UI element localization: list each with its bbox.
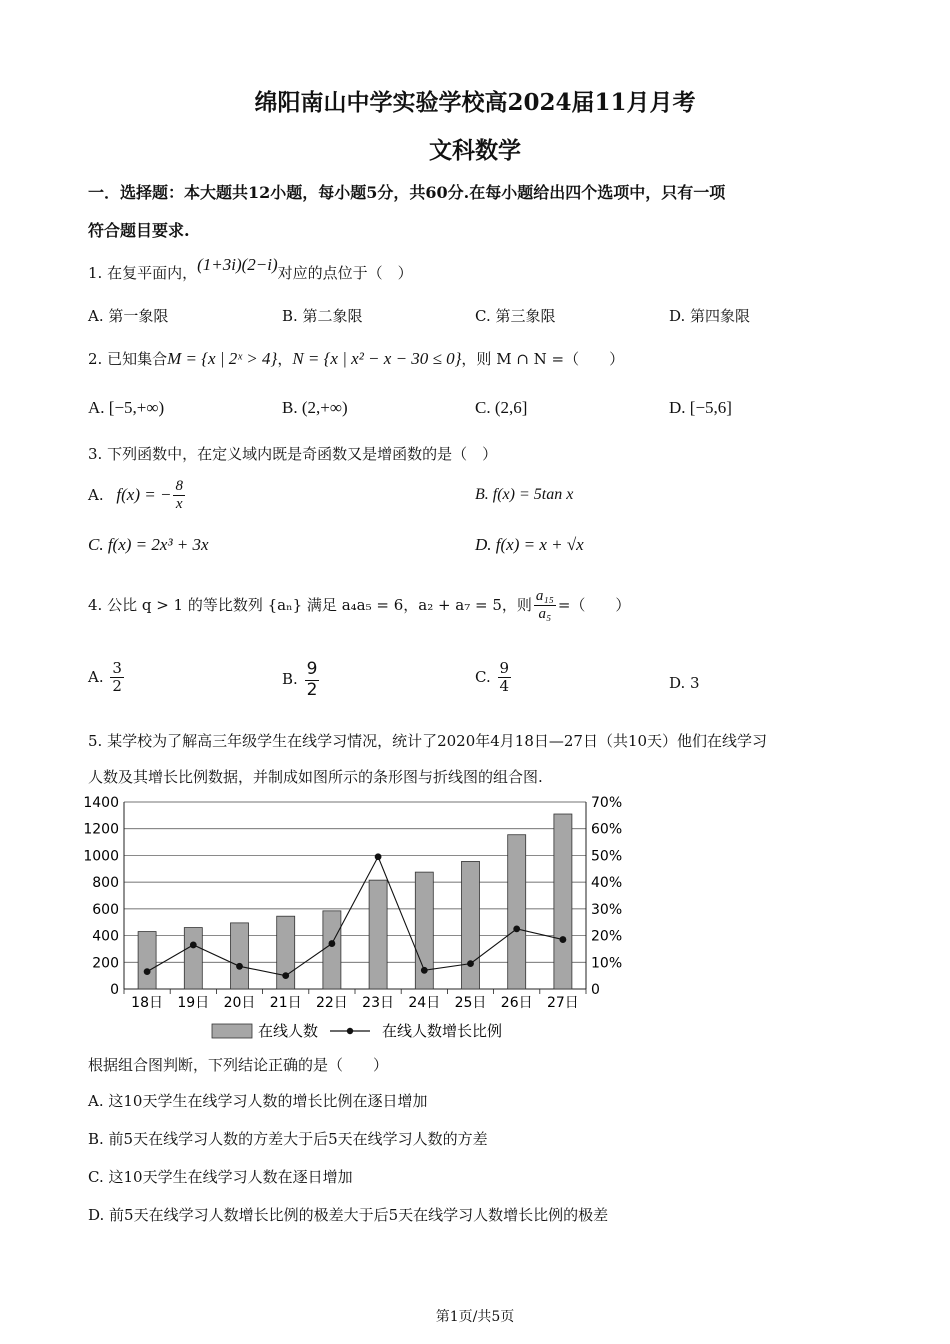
- question-5-cont: 人数及其增长比例数据，并制成如图所示的条形图与折线图的组合图.: [88, 768, 543, 786]
- q4-denominator: a₅: [538, 606, 552, 623]
- growth-point: [513, 925, 520, 932]
- q1-option-d: D. 第四象限: [669, 307, 751, 325]
- q5-option-c: C. 这10天学生在线学习人数在逐日增加: [88, 1168, 353, 1186]
- x-tick-label: 25日: [454, 995, 487, 1011]
- y-left-tick-label: 1200: [83, 821, 119, 838]
- chart-bars: [138, 814, 572, 989]
- legend-bar-swatch: [212, 1024, 252, 1038]
- q4-option-c-fraction: [498, 660, 512, 696]
- legend-line-marker: [347, 1028, 353, 1034]
- q2-option-d: D. [−5,6]: [669, 398, 732, 417]
- bar: [138, 932, 156, 989]
- y-right-tick-label: 30%: [591, 901, 623, 918]
- y-right-tick-label: 40%: [591, 875, 623, 892]
- q5-option-b: B. 前5天在线学习人数的方差大于后5天在线学习人数的方差: [88, 1130, 488, 1148]
- growth-point: [421, 967, 428, 974]
- bar: [323, 911, 341, 989]
- q4-b-denominator: 2: [306, 679, 318, 700]
- q4-stem-pre: 4. 公比 q > 1 的等比数列 {aₙ} 满足 a₄a₅ = 6，a₂ + a₇ = 5，则: [88, 595, 532, 614]
- q2-comma: ，: [277, 350, 293, 368]
- q4-option-b-fraction: [305, 660, 320, 700]
- question-2: [88, 348, 624, 369]
- q1-option-b: B. 第二象限: [282, 307, 363, 325]
- page-footer: 第1页/共5页: [435, 1309, 515, 1325]
- q3-option-d: D. f(x) = x + √x: [475, 535, 584, 554]
- q3-option-a-expr: f(x) = −: [116, 484, 172, 504]
- bar: [554, 814, 572, 989]
- q4-option-d: D. 3: [669, 674, 700, 692]
- question-5-prompt: 根据组合图判断，下列结论正确的是（ ）: [88, 1056, 389, 1074]
- growth-line: [147, 857, 563, 976]
- section-heading: 一．选择题：本大题共12小题，每小题5分，共60分.在每小题给出四个选项中，只有一项: [88, 183, 726, 202]
- growth-point: [282, 972, 289, 979]
- bar: [184, 928, 202, 989]
- section-heading-cont: 符合题目要求.: [88, 221, 190, 240]
- y-left-tick-label: 0: [110, 982, 119, 998]
- q4-option-a-fraction: [110, 660, 124, 696]
- question-3: 3. 下列函数中，在定义域内既是奇函数又是增函数的是（ ）: [88, 445, 498, 463]
- q1-expr: (1+3i)(2−i): [197, 255, 278, 274]
- y-left-tick-label: 1400: [83, 795, 119, 811]
- q4-option-c: [475, 660, 513, 696]
- question-4: [88, 588, 630, 624]
- growth-point: [236, 963, 243, 970]
- question-1: [88, 255, 413, 283]
- q4-b-numerator: 9: [306, 659, 318, 679]
- y-right-tick-label: 70%: [591, 795, 623, 811]
- q1-option-a: A. 第一象限: [88, 307, 169, 325]
- q2-set-n: N = {x | x² − x − 30 ≤ 0}: [292, 349, 462, 368]
- chart-line: [144, 853, 567, 979]
- q4-stem-post: =（ ）: [557, 595, 631, 614]
- q5-option-a: A. 这10天学生在线学习人数的增长比例在逐日增加: [88, 1092, 428, 1110]
- q4-option-c-label: C.: [475, 667, 491, 686]
- q4-numerator: a₁₅: [534, 588, 556, 606]
- y-right-tick-label: 50%: [591, 848, 623, 865]
- q3-a-numerator: 8: [173, 478, 185, 496]
- q5-option-d: D. 前5天在线学习人数增长比例的极差大于后5天在线学习人数增长比例的极差: [88, 1206, 609, 1224]
- q1-stem-post: 对应的点位于（ ）: [277, 264, 413, 282]
- growth-point: [190, 942, 197, 949]
- page-title: 绵阳南山中学实验学校高2024届11月月考: [254, 89, 696, 116]
- q4-option-a-label: A.: [88, 667, 104, 686]
- q2-set-m: M = {x | 2ˣ > 4}: [167, 349, 278, 368]
- growth-point: [329, 940, 336, 947]
- bar: [231, 923, 249, 989]
- page-subtitle: 文科数学: [429, 137, 521, 164]
- q3-option-b: B. f(x) = 5tan x: [475, 486, 574, 503]
- y-right-tick-label: 10%: [591, 955, 623, 972]
- q4-a-denominator: 2: [112, 677, 122, 696]
- x-tick-label: 21日: [269, 995, 302, 1011]
- q4-option-a: [88, 660, 126, 696]
- x-tick-label: 18日: [131, 995, 164, 1011]
- combo-chart: [80, 792, 640, 1052]
- x-tick-label: 26日: [500, 995, 533, 1011]
- q3-option-c: C. f(x) = 2x³ + 3x: [88, 535, 209, 554]
- growth-point: [467, 960, 474, 967]
- growth-point: [375, 853, 382, 860]
- y-left-tick-label: 200: [92, 955, 119, 972]
- x-tick-label: 27日: [546, 995, 579, 1011]
- chart-labels: [83, 795, 622, 1011]
- x-tick-label: 23日: [362, 995, 395, 1011]
- x-tick-label: 24日: [408, 995, 441, 1011]
- q2-stem-pre: 2. 已知集合: [88, 350, 168, 368]
- y-right-tick-label: 0: [591, 982, 600, 998]
- q3-option-a-fraction: [173, 478, 185, 514]
- q1-stem-pre: 1. 在复平面内，: [88, 264, 198, 282]
- growth-point: [144, 968, 151, 975]
- q2-option-c: C. (2,6]: [475, 398, 528, 417]
- y-right-tick-label: 20%: [591, 928, 623, 945]
- q3-a-denominator: x: [175, 496, 183, 513]
- q1-option-c: C. 第三象限: [475, 307, 556, 325]
- bar: [369, 880, 387, 989]
- y-left-tick-label: 600: [92, 901, 119, 918]
- q3-option-a-label: A.: [88, 485, 104, 504]
- chart-legend: [212, 1022, 502, 1040]
- q2-option-b: B. (2,+∞): [282, 398, 348, 417]
- q4-a-numerator: 3: [112, 659, 122, 677]
- x-tick-label: 19日: [177, 995, 210, 1011]
- growth-point: [560, 936, 567, 943]
- y-left-tick-label: 800: [92, 875, 119, 892]
- bar: [508, 835, 526, 989]
- y-right-tick-label: 60%: [591, 821, 623, 838]
- y-left-tick-label: 400: [92, 928, 119, 945]
- x-tick-label: 22日: [315, 995, 348, 1011]
- q2-stem-post: ，则 M ∩ N =（ ）: [461, 350, 625, 368]
- q4-option-b: [282, 660, 321, 700]
- bar: [462, 861, 480, 989]
- q2-option-a: A. [−5,+∞): [88, 398, 165, 417]
- x-tick-label: 20日: [223, 995, 256, 1011]
- y-left-tick-label: 1000: [83, 848, 119, 865]
- q4-c-denominator: 4: [499, 677, 510, 696]
- question-5: 5. 某学校为了解高三年级学生在线学习情况，统计了2020年4月18日—27日（共10天）他们在线学习: [88, 732, 768, 750]
- q4-fraction: [534, 588, 556, 624]
- q4-c-numerator: 9: [499, 659, 510, 677]
- legend-label-line: 在线人数增长比例: [382, 1022, 503, 1040]
- legend-label-bars: 在线人数: [258, 1022, 319, 1040]
- q3-option-a: [88, 478, 187, 514]
- q4-option-b-label: B.: [282, 670, 298, 689]
